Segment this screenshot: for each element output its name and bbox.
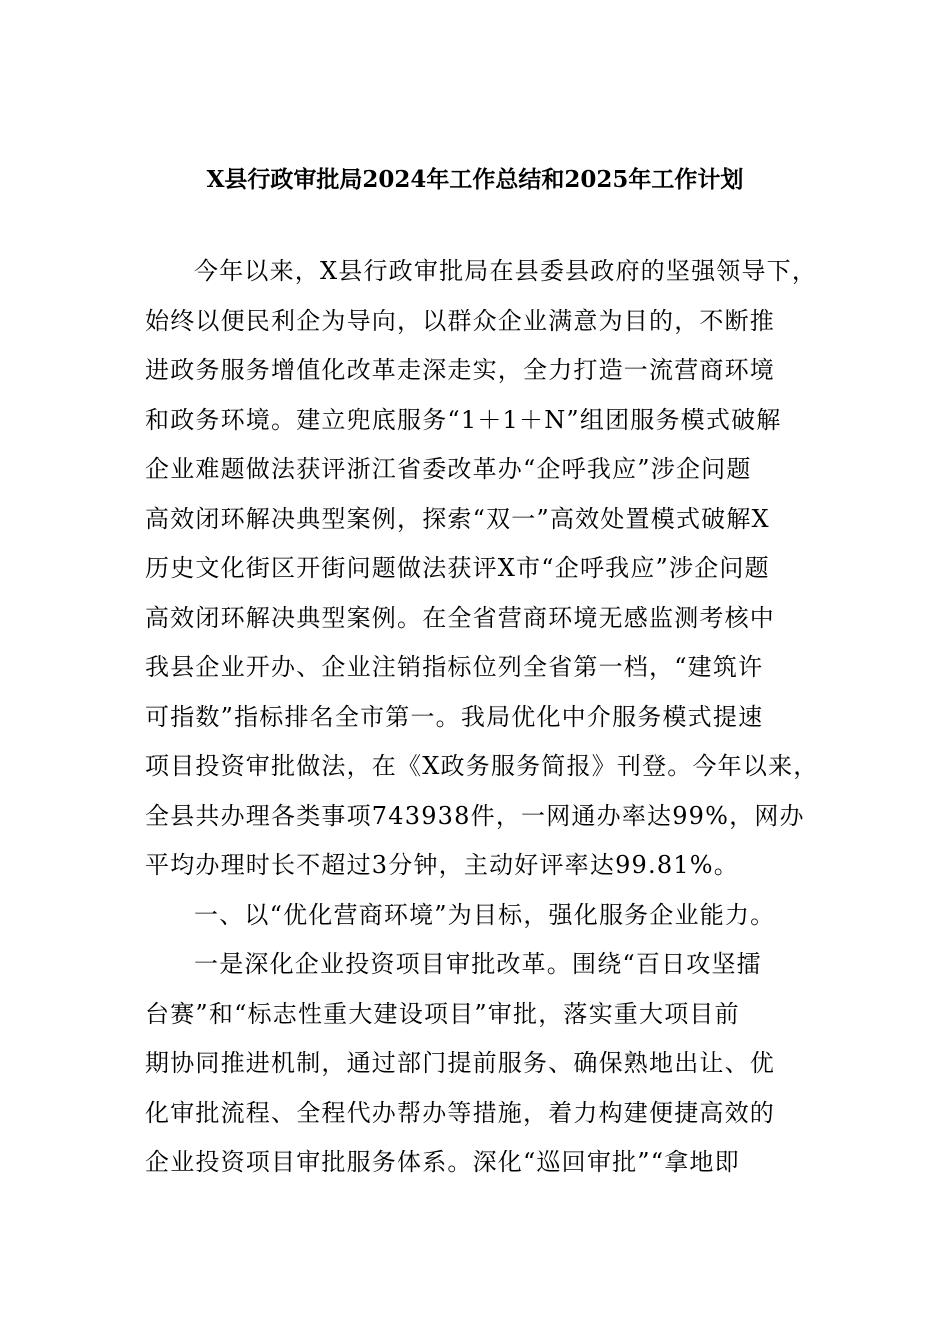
- section-heading: 一、以“优化营商环境”为目标，强化服务企业能力。: [194, 900, 776, 929]
- paragraph-line: 高效闭环解决典型案例。在全省营商环境无感监测考核中: [145, 603, 775, 632]
- paragraph-line: 期协同推进机制，通过部门提前服务、确保熟地出让、优: [145, 1049, 775, 1077]
- paragraph-line: 企业投资项目审批服务体系。深化“巡回审批”“拿地即: [145, 1148, 740, 1176]
- paragraph-line: 化审批流程、全程代办帮办等措施，着力构建便捷高效的: [145, 1098, 775, 1127]
- paragraph-line: 企业难题做法获评浙江省委改革办“企呼我应”涉企问题: [145, 455, 752, 483]
- paragraph-line: 我县企业开办、企业注销指标位列全省第一档，“建筑许: [145, 653, 764, 681]
- paragraph-line: 一是深化企业投资项目审批改革。围绕“百日攻坚擂: [194, 950, 762, 978]
- paragraph-line: 台赛”和“标志性重大建设项目”审批，落实重大项目前: [145, 999, 740, 1028]
- paragraph-line: 今年以来，X县行政审批局在县委县政府的坚强领导下，: [194, 257, 818, 285]
- paragraph-line: 高效闭环解决典型案例，探索“双一”高效处置模式破解X: [145, 504, 770, 533]
- document-title: X县行政审批局2024年工作总结和2025年工作计划: [206, 166, 744, 193]
- paragraph-line: 可指数”指标排名全市第一。我局优化中介服务模式提速: [145, 702, 764, 731]
- paragraph-line: 始终以便民利企为导向，以群众企业满意为目的，不断推: [145, 306, 775, 335]
- paragraph-line: 全县共办理各类事项743938件，一网通办率达99%，网办: [145, 801, 805, 830]
- paragraph-line: 历史文化街区开街问题做法获评X市“企呼我应”涉企问题: [145, 554, 770, 582]
- document-body: [145, 247, 819, 1188]
- paragraph-line: 和政务环境。建立兜底服务“1＋1＋N”组团服务模式破解: [145, 405, 782, 434]
- paragraph-line: 进政务服务增值化改革走深走实，全力打造一流营商环境: [145, 356, 775, 384]
- paragraph-line: 项目投资审批做法，在《X政务服务简报》刊登。今年以来，: [145, 752, 819, 780]
- paragraph-line: 平均办理时长不超过3分钟，主动好评率达99.81%。: [145, 851, 739, 879]
